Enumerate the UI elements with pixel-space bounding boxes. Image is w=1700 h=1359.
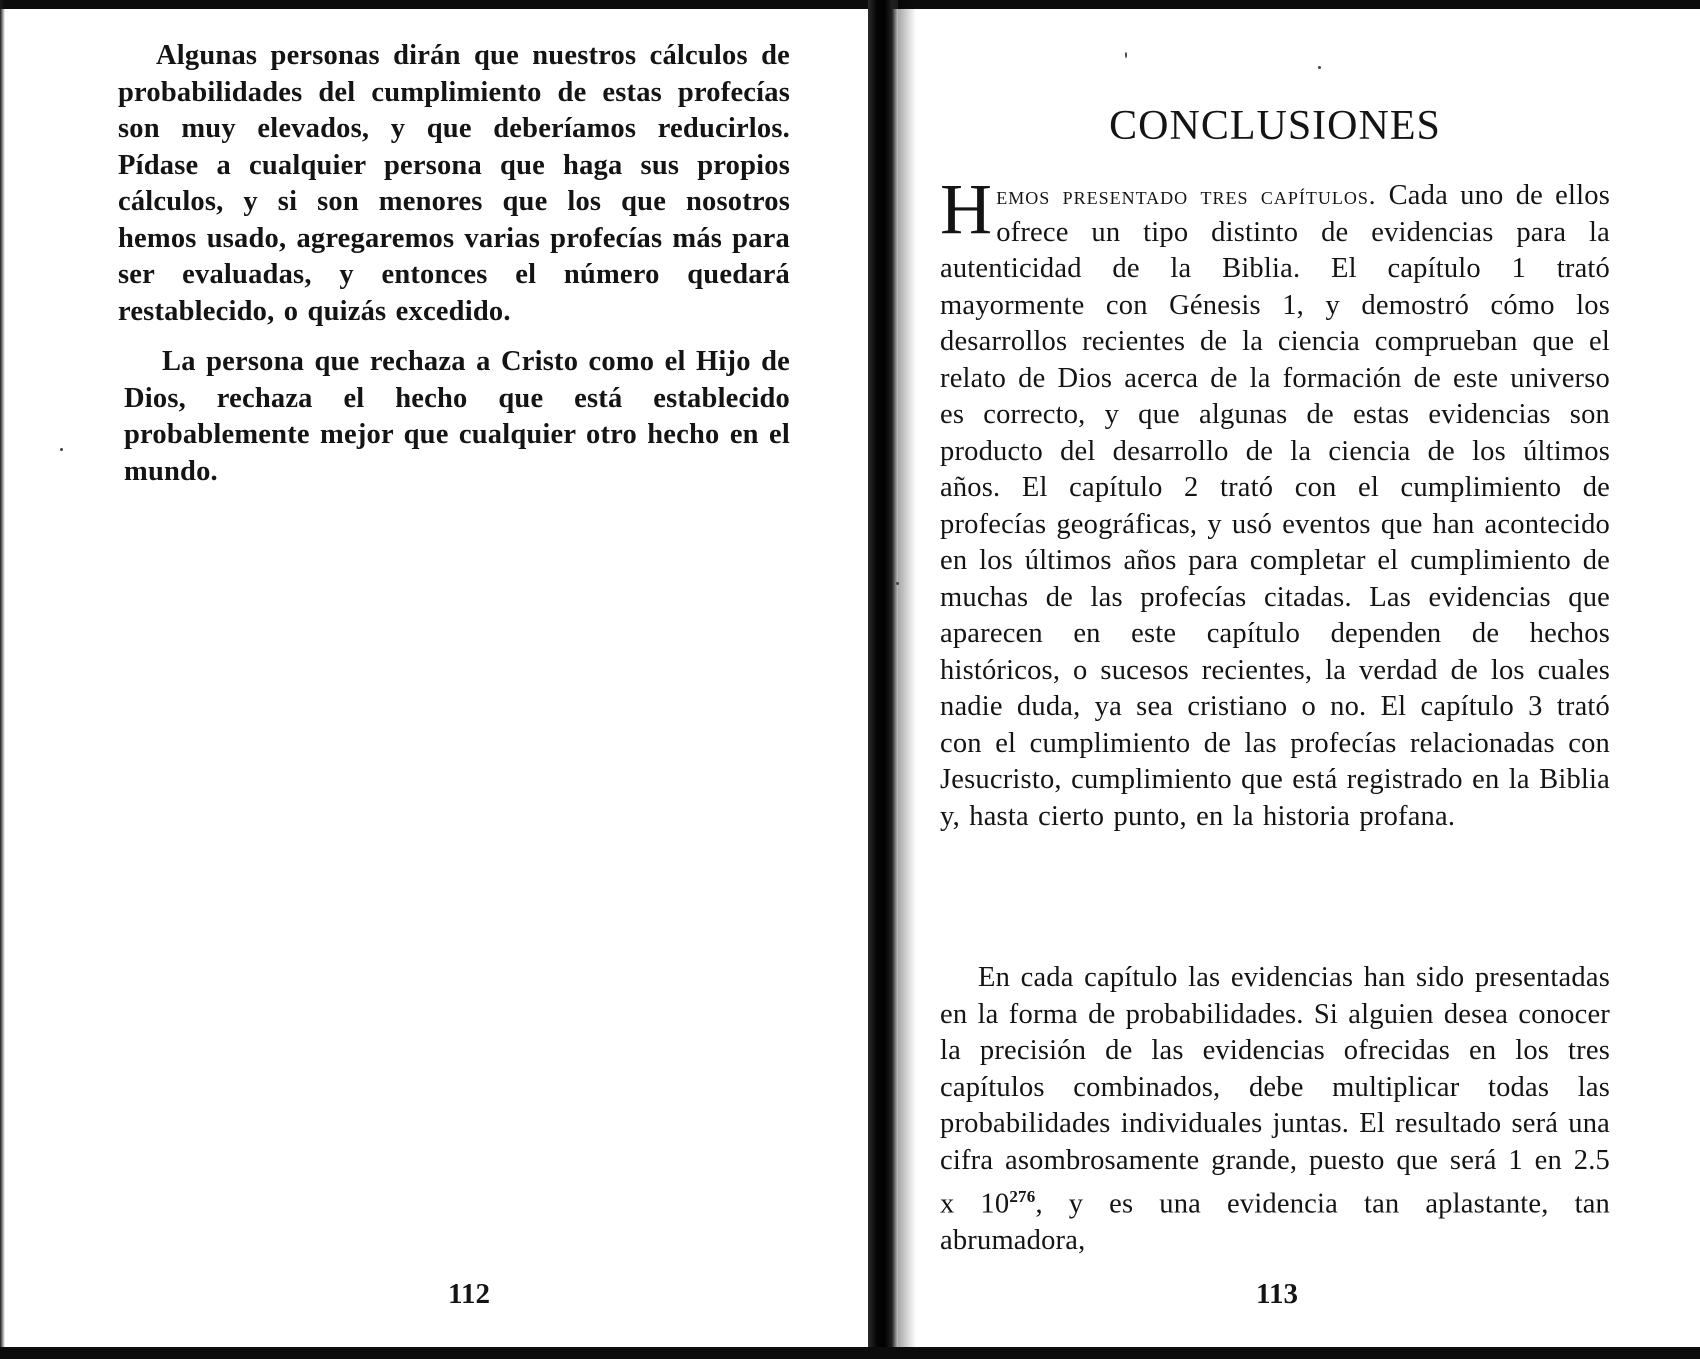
book-gutter (868, 0, 898, 1359)
exponent: 276 (1009, 1187, 1036, 1206)
scan-edge-top (0, 0, 1700, 9)
right-paragraph-1 (940, 169, 1611, 835)
chapter-title: CONCLUSIONES (1109, 103, 1441, 149)
right-paragraph-2-end: , y es una evidencia tan aplastante, tan abrumadora, (940, 1188, 1610, 1256)
scan-edge-bottom (0, 1347, 1700, 1359)
right-paragraph-2 (940, 960, 1610, 1260)
scan-speck (1125, 52, 1127, 58)
scan-speck (1318, 66, 1321, 69)
lead-in-smallcaps: emos presentado tres capítulos. (996, 181, 1377, 210)
scan-speck (60, 448, 63, 451)
page-number-left: 112 (448, 1278, 490, 1310)
gutter-shadow (898, 0, 916, 1359)
right-paragraph-2-text: En cada capítulo las evidencias han sido presentadas en la forma de probabilidades. Si alguien desea conocer la precisión de las evidencias ofrecidas en los tres capítulos combinados, debe multiplicar todas las probabilidades individuales juntas. El resultado será una cifra asombrosamente grande, puesto que será 1 en 2.5 x 10 (940, 962, 1610, 1220)
scan-edge-left (0, 0, 5, 1359)
drop-cap: H (940, 169, 993, 249)
right-paragraph-1-text: Cada uno de ellos ofrece un tipo distinto de evidencias para la autenticidad de la Biblia. El capítulo 1 trató mayormente con Génesis 1, y demostró cómo los desarrollos recientes de la ciencia comprueban que el relato de Dios acerca de la formación de este universo es correcto, y que algunas de estas evidencias son producto del desarrollo de la ciencia de los últimos años. El capítulo 2 trató con el cumplimiento de profecías geográficas, y usó eventos que han acontecido en los últimos años para completar el cumplimiento de muchas de las profecías citadas. Las evidencias que aparecen en este capítulo dependen de hechos históricos, o sucesos recientes, la verdad de los cuales nadie duda, ya sea cristiano o no. El capítulo 3 trató con el cumplimiento de las profecías relacionadas con Jesucristo, cumplimiento que está registrado en la Biblia y, hasta cierto punto, en la historia profana. (940, 180, 1611, 832)
left-paragraph-1: Algunas personas dirán que nuestros cálculos de probabilidades del cumplimiento de estas profecías son muy elevados, y que deberíamos reducirlos. Pídase a cualquier persona que haga sus propios cálculos, y si son menores que los que nosotros hemos usado, agregaremos varias profecías más para ser evaluadas, y entonces el número quedará restablecido, o quizás excedido. (118, 40, 790, 327)
scan-speck (896, 582, 899, 585)
page-number-right: 113 (1256, 1278, 1298, 1310)
left-paragraph-2: La persona que rechaza a Cristo como el Hijo de Dios, rechaza el hecho que está establecido probablemente mejor que cualquier otro hecho en el mundo. (124, 346, 790, 487)
